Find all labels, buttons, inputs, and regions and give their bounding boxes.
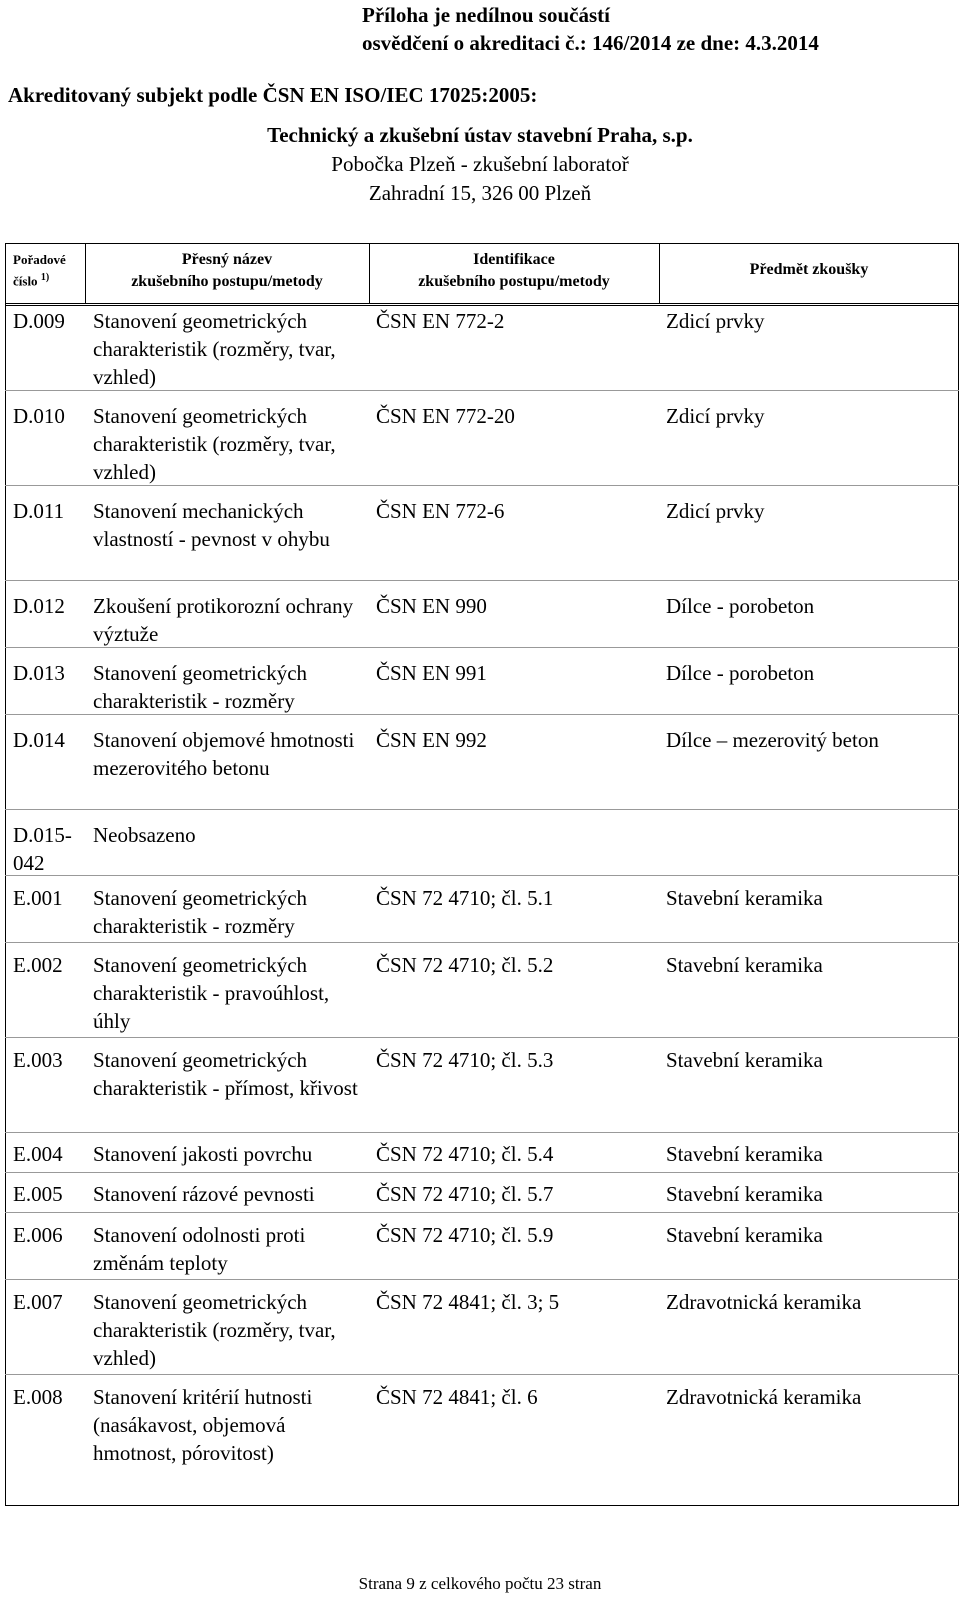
row-test-subject: Dílce - porobeton: [666, 594, 815, 618]
header-method-identification: Identifikace zkušebního postupu/metody: [418, 251, 610, 290]
table-left-rule: [5, 243, 6, 1505]
row-number: E.006: [13, 1223, 63, 1247]
row-method-id: ČSN 72 4710; čl. 5.9: [376, 1223, 554, 1247]
row-test-subject: Stavební keramika: [666, 886, 823, 910]
accreditation-scope-table: [5, 243, 959, 1507]
row-method-name: Stanovení geometrických charakteristik (rozměry, tvar, vzhled): [93, 1290, 336, 1370]
accredited-subject-heading: Akreditovaný subjekt podle ČSN EN ISO/IEC 17025:2005:: [8, 83, 538, 107]
row-number: E.003: [13, 1048, 63, 1072]
row-method-name: Stanovení geometrických charakteristik - přímost, křivost: [93, 1048, 358, 1100]
header-test-subject: Předmět zkoušky: [749, 261, 869, 278]
row-test-subject: Dílce - porobeton: [666, 661, 815, 685]
row-method-name: Stanovení odolnosti proti změnám teploty: [93, 1223, 306, 1275]
row-method-id: ČSN EN 772-2: [376, 309, 505, 333]
row-test-subject: Zdicí prvky: [666, 499, 765, 523]
row-test-subject: Zdravotnická keramika: [666, 1290, 862, 1314]
row-number: E.005: [13, 1182, 63, 1206]
row-method-id: ČSN EN 772-6: [376, 499, 505, 523]
row-method-name: Stanovení geometrických charakteristik - rozměry: [93, 661, 308, 713]
row-method-name: Stanovení geometrických charakteristik - rozměry: [93, 886, 308, 938]
table-top-rule: [5, 243, 959, 244]
row-number: E.008: [13, 1385, 63, 1409]
row-test-subject: Stavební keramika: [666, 1048, 823, 1072]
laboratory-name: Technický a zkušební ústav stavební Praha, s.p.: [267, 123, 693, 147]
row-method-id: ČSN EN 992: [376, 728, 487, 752]
row-method-name: Stanovení mechanických vlastností - pevnost v ohybu: [93, 499, 330, 551]
row-method-name: Stanovení geometrických charakteristik - pravoúhlost, úhly: [93, 953, 330, 1033]
row-method-id: ČSN 72 4841; čl. 6: [376, 1385, 538, 1409]
annex-note-line1: Příloha je nedílnou součástí: [362, 3, 610, 27]
row-method-name: Stanovení kritérií hutnosti (nasákavost, objemová hmotnost, pórovitost): [93, 1385, 313, 1465]
row-method-name: Stanovení jakosti povrchu: [93, 1142, 313, 1166]
header-number: Pořadové číslo $^{1)}$: [13, 252, 66, 289]
laboratory-address: Zahradní 15, 326 00 Plzeň: [368, 181, 592, 205]
row-method-id: ČSN 72 4841; čl. 3; 5: [376, 1290, 560, 1314]
header-bottom-rule: [5, 303, 959, 304]
row-number: E.002: [13, 953, 63, 977]
row-number: D.014: [13, 728, 65, 752]
header-method-name: Přesný název zkušebního postupu/metody: [131, 251, 323, 290]
row-number: D.009: [13, 309, 65, 333]
row-method-id: ČSN EN 772-20: [376, 404, 515, 428]
row-method-id: ČSN 72 4710; čl. 5.3: [376, 1048, 554, 1072]
row-method-name: Stanovení geometrických charakteristik (rozměry, tvar, vzhled): [93, 404, 336, 484]
row-number: D.010: [13, 404, 65, 428]
row-test-subject: Stavební keramika: [666, 953, 823, 977]
row-method-id: ČSN 72 4710; čl. 5.2: [376, 953, 554, 977]
table-bottom-rule: [5, 1505, 959, 1506]
row-number: D.015-042: [13, 823, 72, 875]
row-method-id: ČSN EN 990: [376, 594, 487, 618]
row-method-name: Stanovení geometrických charakteristik (rozměry, tvar, vzhled): [93, 309, 336, 389]
row-test-subject: Zdicí prvky: [666, 309, 765, 333]
table-right-rule: [958, 243, 959, 1505]
row-method-id: ČSN 72 4710; čl. 5.7: [376, 1182, 554, 1206]
row-number: E.001: [13, 886, 63, 910]
row-method-name: Stanovení objemové hmotnosti mezerovitého betonu: [93, 728, 355, 780]
laboratory-branch: Pobočka Plzeň - zkušební laboratoř: [331, 152, 629, 176]
row-number: D.011: [13, 499, 65, 523]
row-number: E.007: [13, 1290, 63, 1314]
row-test-subject: Stavební keramika: [666, 1223, 823, 1247]
row-test-subject: Stavební keramika: [666, 1142, 823, 1166]
annex-note-line2: osvědčení o akreditaci č.: 146/2014 ze dne: 4.3.2014: [362, 31, 819, 55]
page-footer: Strana 9 z celkového počtu 23 stran: [358, 1574, 602, 1593]
row-test-subject: Stavební keramika: [666, 1182, 823, 1206]
row-number: D.013: [13, 661, 65, 685]
row-method-name: Stanovení rázové pevnosti: [93, 1182, 315, 1206]
row-test-subject: Zdravotnická keramika: [666, 1385, 862, 1409]
header-bottom-rule-2: [5, 305, 959, 306]
row-method-id: ČSN EN 991: [376, 661, 487, 685]
row-method-name: Zkoušení protikorozní ochrany výztuže: [93, 594, 354, 646]
row-test-subject: Zdicí prvky: [666, 404, 765, 428]
row-number: D.012: [13, 594, 65, 618]
row-method-name: Neobsazeno: [93, 823, 196, 847]
row-test-subject: Dílce – mezerovitý beton: [666, 728, 879, 752]
row-method-id: ČSN 72 4710; čl. 5.1: [376, 886, 554, 910]
row-number: E.004: [13, 1142, 63, 1166]
row-method-id: ČSN 72 4710; čl. 5.4: [376, 1142, 554, 1166]
